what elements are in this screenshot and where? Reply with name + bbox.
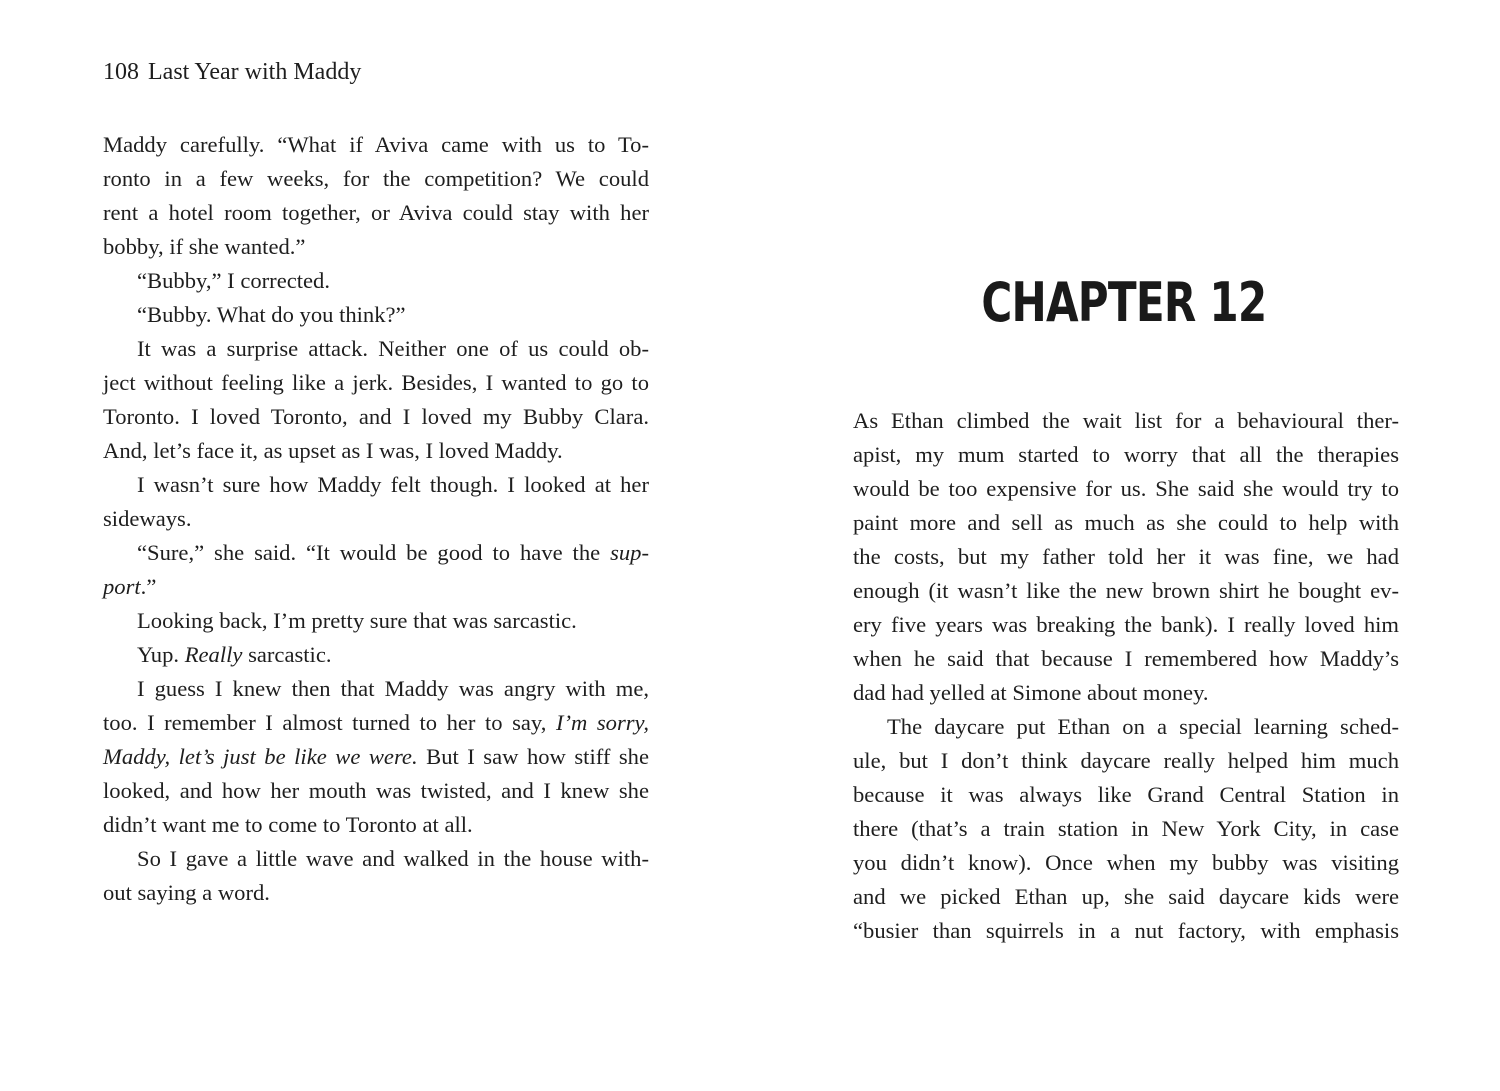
text-line: [853, 404, 1399, 438]
text-line: [853, 778, 1399, 812]
text-segment: I guess I knew then that Maddy was angry with me,: [137, 676, 649, 701]
italic-text: Maddy, let’s just be like we were.: [103, 744, 418, 769]
text-line: [103, 638, 649, 672]
text-segment: ronto in a few weeks, for the competition? We could: [103, 166, 649, 191]
text-segment: there (that’s a train station in New York City, in case: [853, 816, 1399, 841]
text-segment: ule, but I don’t think daycare really helped him much: [853, 748, 1399, 773]
text-segment: But I saw how stiff she: [417, 744, 649, 769]
text-segment: you didn’t know). Once when my bubby was visiting: [853, 850, 1399, 875]
text-line: [103, 536, 649, 570]
text-segment: paint more and sell as much as she could to help with: [853, 510, 1399, 535]
text-segment: Looking back, I’m pretty sure that was sarcastic.: [137, 608, 577, 633]
text-segment: and we picked Ethan up, she said daycare kids were: [853, 884, 1399, 909]
text-segment: And, let’s face it, as upset as I was, I loved Maddy.: [103, 438, 563, 463]
text-segment: the costs, but my father told her it was fine, we had: [853, 544, 1399, 569]
text-segment: too. I remember I almost turned to her to say,: [103, 710, 556, 735]
text-line: [103, 434, 649, 468]
text-line: [853, 676, 1399, 710]
text-line: [103, 502, 649, 536]
text-line: [853, 880, 1399, 914]
text-line: [853, 744, 1399, 778]
italic-text: sup-: [610, 540, 649, 565]
italic-text: Really: [184, 642, 243, 667]
text-segment: So I gave a little wave and walked in the house with-: [137, 846, 649, 871]
text-line: [853, 710, 1399, 744]
text-line: [103, 740, 649, 774]
text-segment: bobby, if she wanted.”: [103, 234, 306, 259]
italic-text: port: [103, 574, 141, 599]
text-line: [103, 264, 649, 298]
text-line: [853, 574, 1399, 608]
text-segment: Toronto. I loved Toronto, and I loved my Bubby Clara.: [103, 404, 649, 429]
chapter-title: CHAPTER 12: [981, 271, 1267, 334]
text-line: [103, 604, 649, 638]
text-segment: when he said that because I remembered how Maddy’s: [853, 646, 1399, 671]
text-segment: sarcastic.: [242, 642, 332, 667]
text-line: [103, 468, 649, 502]
text-segment: didn’t want me to come to Toronto at all.: [103, 812, 473, 837]
text-segment: would be too expensive for us. She said she would try to: [853, 476, 1399, 501]
text-segment: out saying a word.: [103, 880, 270, 905]
text-line: [103, 332, 649, 366]
text-line: [103, 672, 649, 706]
text-line: [853, 472, 1399, 506]
text-segment: looked, and how her mouth was twisted, and I knew she: [103, 778, 649, 803]
text-segment: “Sure,” she said. “It would be good to have the: [137, 540, 611, 565]
text-segment: “Bubby,” I corrected.: [137, 268, 330, 293]
text-line: [103, 808, 649, 842]
text-segment: As Ethan climbed the wait list for a behavioural ther-: [853, 408, 1399, 433]
text-segment: “busier than squirrels in a nut factory, with emphasis: [853, 918, 1399, 943]
text-line: [853, 608, 1399, 642]
page-number: 108: [103, 59, 139, 85]
text-segment: because it was always like Grand Central Station in: [853, 782, 1399, 807]
text-segment: It was a surprise attack. Neither one of us could ob-: [137, 336, 649, 361]
text-line: [853, 846, 1399, 880]
book-title: Last Year with Maddy: [148, 59, 362, 85]
text-line: [853, 812, 1399, 846]
text-segment: Maddy carefully. “What if Aviva came with us to To-: [103, 132, 649, 157]
text-segment: rent a hotel room together, or Aviva could stay with her: [103, 200, 649, 225]
text-line: [103, 774, 649, 808]
text-segment: .”: [140, 574, 157, 599]
text-line: [103, 366, 649, 400]
text-line: [103, 298, 649, 332]
text-segment: ject without feeling like a jerk. Besides, I wanted to go to: [103, 370, 649, 395]
right-body-text: [853, 404, 1399, 948]
text-segment: “Bubby. What do you think?”: [137, 302, 406, 327]
text-segment: ery five years was breaking the bank). I really loved him: [853, 612, 1399, 637]
text-line: [103, 162, 649, 196]
text-segment: enough (it wasn’t like the new brown shirt he bought ev-: [853, 578, 1399, 603]
text-line: [103, 400, 649, 434]
text-line: [103, 876, 649, 910]
text-line: [853, 914, 1399, 948]
text-line: [853, 438, 1399, 472]
running-head: [103, 55, 361, 89]
text-line: [103, 570, 649, 604]
text-line: [103, 230, 649, 264]
text-line: [103, 706, 649, 740]
right-page: [750, 0, 1500, 1091]
text-segment: The daycare put Ethan on a special learning sched-: [887, 714, 1399, 739]
text-segment: apist, my mum started to worry that all the therapies: [853, 442, 1399, 467]
text-line: [103, 128, 649, 162]
text-segment: Yup.: [137, 642, 185, 667]
text-segment: I wasn’t sure how Maddy felt though. I looked at her: [137, 472, 649, 497]
text-line: [853, 540, 1399, 574]
text-segment: sideways.: [103, 506, 192, 531]
left-body-text: [103, 128, 649, 910]
text-line: [103, 842, 649, 876]
text-segment: dad had yelled at Simone about money.: [853, 680, 1209, 705]
italic-text: I’m sorry,: [555, 710, 649, 735]
text-line: [853, 642, 1399, 676]
text-line: [853, 506, 1399, 540]
text-line: [103, 196, 649, 230]
